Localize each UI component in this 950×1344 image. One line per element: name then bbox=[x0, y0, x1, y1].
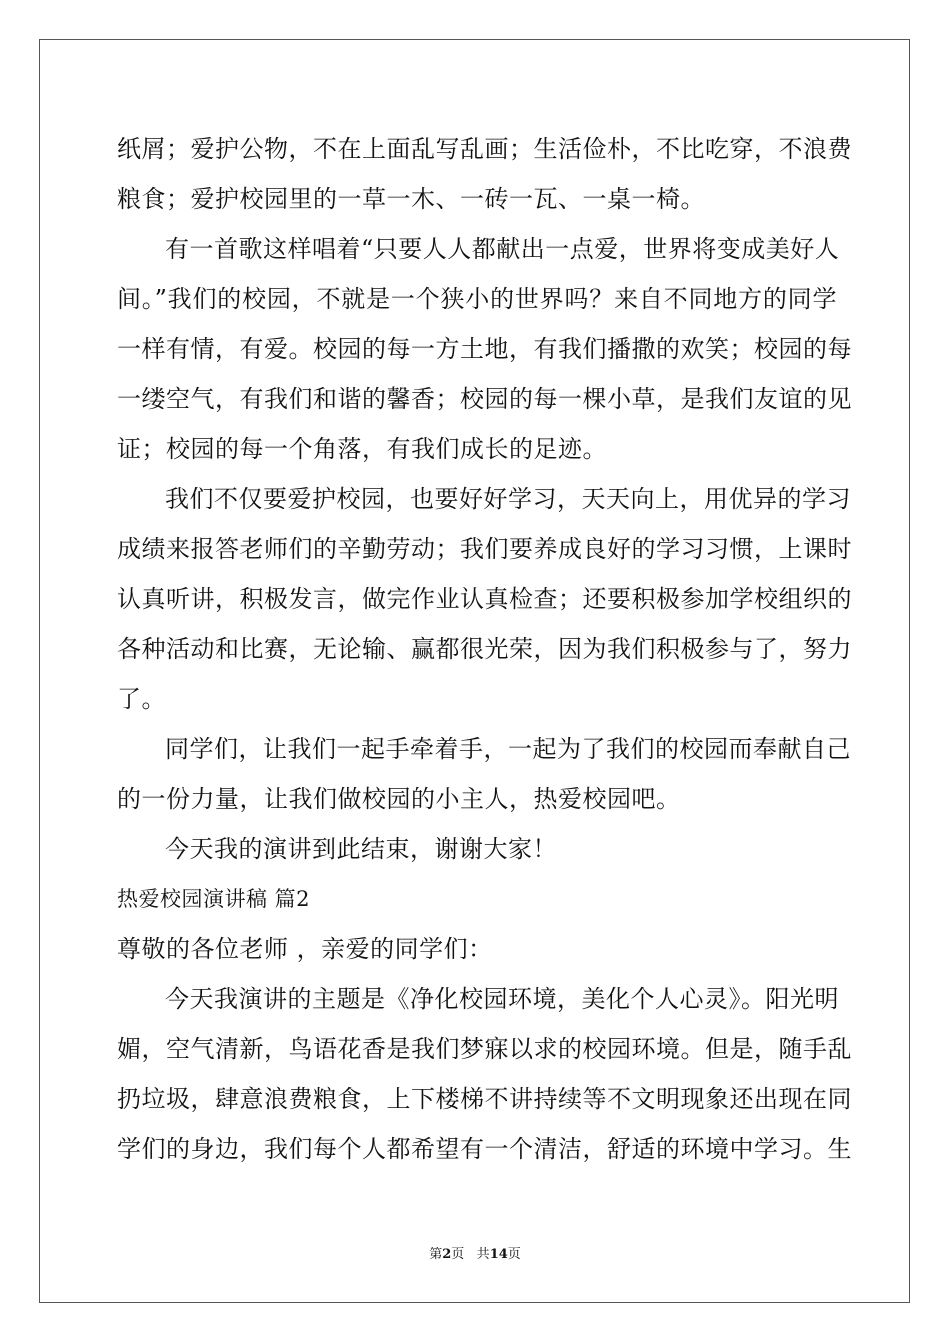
paragraph-line: 同学们，让我们一起手牵着手，一起为了我们的校园而奉献自己 bbox=[165, 735, 851, 763]
paragraph-line: 了。 bbox=[117, 685, 166, 713]
total-prefix: 共 bbox=[476, 1247, 490, 1262]
paragraph-line: 我们不仅要爱护校园，也要好好学习，天天向上，用优异的学习 bbox=[165, 485, 851, 513]
paragraph-line: 成绩来报答老师们的辛勤劳动；我们要养成良好的学习习惯，上课时 bbox=[117, 535, 852, 563]
paragraph-line: 粮食；爱护校园里的一草一木、一砖一瓦、一桌一椅。 bbox=[117, 185, 705, 213]
paragraph-line: 的一份力量，让我们做校园的小主人，热爱校园吧。 bbox=[117, 785, 681, 813]
page-current: 2 bbox=[442, 1247, 452, 1262]
section-heading: 热爱校园演讲稿 篇2 bbox=[117, 887, 311, 911]
page-total: 14 bbox=[489, 1247, 508, 1262]
paragraph-line: 媚，空气清新，鸟语花香是我们梦寐以求的校园环境。但是，随手乱 bbox=[117, 1035, 852, 1063]
paragraph-line: 各种活动和比赛，无论输、赢都很光荣，因为我们积极参与了，努力 bbox=[117, 635, 852, 663]
paragraph-line: 间。”我们的校园，不就是一个狭小的世界吗？来自不同地方的同学 bbox=[117, 285, 837, 313]
salutation-line: 尊敬的各位老师 ，亲爱的同学们： bbox=[117, 935, 493, 963]
paragraph-line: 今天我的演讲到此结束，谢谢大家！ bbox=[165, 835, 557, 863]
page-prefix: 第 bbox=[429, 1247, 443, 1262]
paragraph-line: 有一首歌这样唱着“只要人人都献出一点爱，世界将变成美好人 bbox=[165, 235, 840, 263]
paragraph-line: 今天我演讲的主题是《净化校园环境，美化个人心灵》。阳光明 bbox=[165, 985, 839, 1013]
paragraph-line: 学们的身边，我们每个人都希望有一个清洁，舒适的环境中学习。生 bbox=[117, 1135, 852, 1163]
paragraph-line: 一缕空气，有我们和谐的馨香；校园的每一棵小草，是我们友谊的见 bbox=[117, 385, 852, 413]
paragraph-line: 证；校园的每一个角落，有我们成长的足迹。 bbox=[117, 435, 607, 463]
paragraph-line: 扔垃圾，肆意浪费粮食，上下楼梯不讲持续等不文明现象还出现在同 bbox=[117, 1085, 852, 1113]
document-body bbox=[117, 127, 852, 1177]
paragraph-line: 认真听讲，积极发言，做完作业认真检查；还要积极参加学校组织的 bbox=[117, 585, 852, 613]
paragraph-line: 纸屑；爱护公物，不在上面乱写乱画；生活俭朴，不比吃穿，不浪费 bbox=[117, 135, 852, 163]
page-unit: 页 bbox=[451, 1247, 465, 1262]
page-footer bbox=[0, 1243, 950, 1262]
paragraph-line: 一样有情，有爱。校园的每一方土地，有我们播撒的欢笑；校园的每 bbox=[117, 335, 852, 363]
total-unit: 页 bbox=[507, 1247, 521, 1262]
